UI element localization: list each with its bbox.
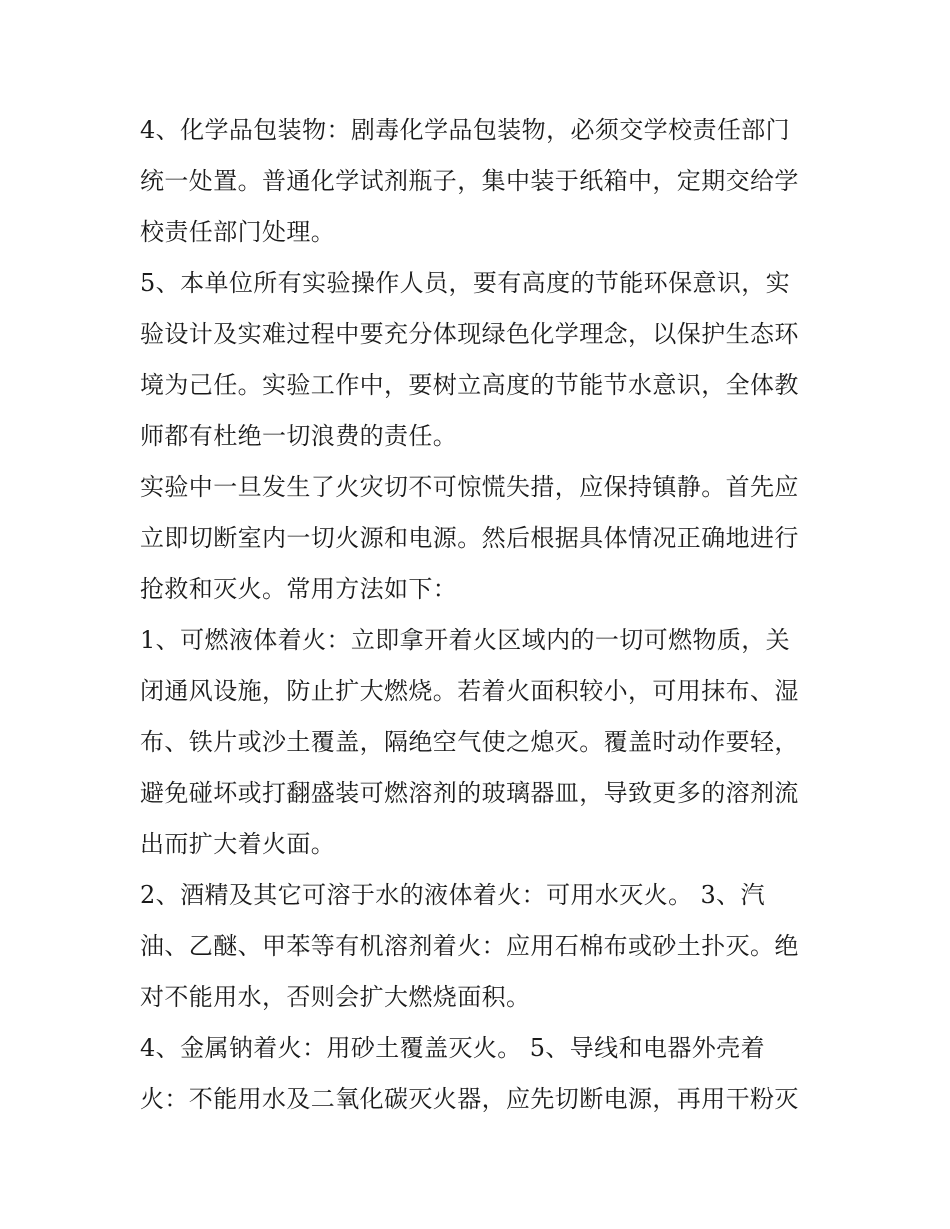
text-line: 出而扩大着火面。 [140,830,336,858]
text-line: 对不能用水，否则会扩大燃烧面积。 [140,983,531,1011]
text-line: 4、化学品包装物：剧毒化学品包装物，必须交学校责任部门 [140,116,791,144]
text-line: 2、酒精及其它可溶于水的液体着火：可用水灭火。 3、汽 [140,881,765,909]
text-line: 火：不能用水及二氧化碳灭火器，应先切断电源，再用干粉灭 [140,1085,799,1113]
text-line: 校责任部门处理。 [140,218,336,246]
text-line: 5、本单位所有实验操作人员，要有高度的节能环保意识，实 [140,269,791,297]
text-line: 避免碰坏或打翻盛装可燃溶剂的玻璃器皿，导致更多的溶剂流 [140,779,799,807]
text-line: 布、铁片或沙土覆盖，隔绝空气使之熄灭。覆盖时动作要轻， [140,728,799,756]
text-line: 1、可燃液体着火：立即拿开着火区域内的一切可燃物质，关 [140,626,791,654]
text-line: 油、乙醚、甲苯等有机溶剂着火：应用石棉布或砂土扑灭。绝 [140,932,799,960]
text-line: 境为己任。实验工作中，要树立高度的节能节水意识，全体教 [140,371,799,399]
text-line: 闭通风设施，防止扩大燃烧。若着火面积较小，可用抹布、湿 [140,677,799,705]
text-line: 验设计及实难过程中要充分体现绿色化学理念，以保护生态环 [140,320,799,348]
text-line: 统一处置。普通化学试剂瓶子，集中装于纸箱中，定期交给学 [140,167,799,195]
text-line: 抢救和灭火。常用方法如下： [140,575,458,603]
text-line: 实验中一旦发生了火灾切不可惊慌失措，应保持镇静。首先应 [140,473,799,501]
text-line: 立即切断室内一切火源和电源。然后根据具体情况正确地进行 [140,524,799,552]
text-line: 4、金属钠着火：用砂土覆盖灭火。 5、导线和电器外壳着 [140,1034,765,1062]
text-line: 师都有杜绝一切浪费的责任。 [140,422,458,450]
